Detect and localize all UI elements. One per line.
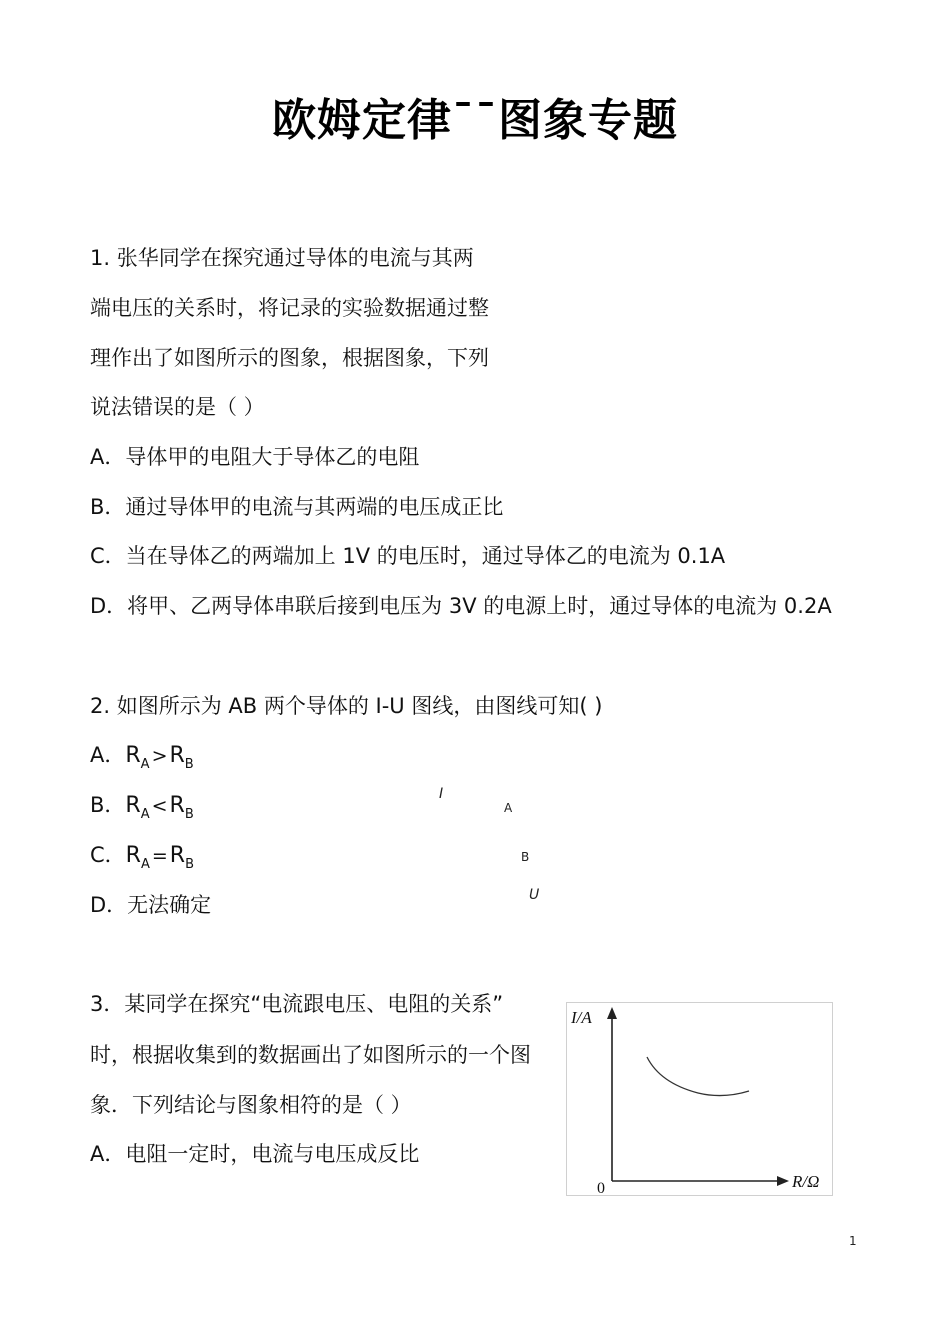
r-symbol: R — [169, 793, 185, 818]
origin-label: 0 — [597, 1180, 605, 1195]
y-axis-label: I/A — [571, 1008, 592, 1027]
q2-option-b-expression — [125, 793, 194, 822]
page-title: 欧姆定律¯¯图象专题 — [272, 95, 678, 146]
q2-option-b-label: B． — [90, 793, 126, 817]
r-symbol: R — [125, 843, 141, 868]
subscript: A — [140, 857, 150, 872]
r-symbol: R — [125, 743, 141, 768]
comparison-operator: < — [151, 795, 168, 817]
q3-figure — [566, 1002, 833, 1196]
y-axis-arrow-icon — [607, 1007, 617, 1019]
subscript: B — [185, 857, 195, 872]
page-number: 1 — [849, 1234, 857, 1248]
q1-option-d: D．将甲、乙两导体串联后接到电压为 3V 的电源上时，通过导体的电流为 0.2A — [90, 594, 832, 618]
q2-figure-b-label: B — [521, 850, 530, 864]
q3-option-a: A．电阻一定时，电流与电压成反比 — [90, 1142, 420, 1166]
q2-option-a-label: A． — [90, 743, 126, 767]
q1-stem-line-3: 理作出了如图所示的图象，根据图象，下列 — [90, 346, 489, 370]
subscript: A — [140, 807, 150, 822]
q2-option-a — [90, 741, 194, 779]
q1-stem-line-4: 说法错误的是（ ） — [90, 395, 265, 419]
inverse-curve — [647, 1057, 749, 1096]
q2-option-d: D．无法确定 — [90, 893, 212, 917]
q3-stem-line-3: 象．下列结论与图象相符的是（ ） — [90, 1093, 412, 1117]
q1-stem-line-1: 1. 张华同学在探究通过导体的电流与其两 — [90, 246, 474, 270]
q1-option-c: C．当在导体乙的两端加上 1V 的电压时，通过导体乙的电流为 0.1A — [90, 544, 726, 568]
r-symbol: R — [169, 843, 186, 868]
q2-figure-i-label: I — [439, 786, 444, 802]
comparison-operator: > — [151, 745, 168, 767]
q2-figure-u-label: U — [529, 887, 540, 903]
q2-stem: 2. 如图所示为 AB 两个导体的 I-U 图线，由图线可知( ) — [90, 694, 603, 718]
q2-option-b — [90, 791, 194, 829]
q3-stem-line-1: 3．某同学在探究“电流跟电压、电阻的关系” — [90, 992, 504, 1016]
x-axis-arrow-icon — [777, 1176, 789, 1186]
q1-option-b: B．通过导体甲的电流与其两端的电压成正比 — [90, 495, 504, 519]
q2-option-c-expression — [125, 843, 195, 872]
subscript: A — [140, 757, 150, 772]
q3-figure-svg — [567, 1003, 832, 1195]
subscript: B — [184, 807, 194, 822]
q1-option-a: A．导体甲的电阻大于导体乙的电阻 — [90, 445, 420, 469]
q2-figure-a-label: A — [504, 801, 513, 815]
q2-option-c — [90, 841, 194, 879]
comparison-operator: = — [151, 845, 168, 867]
r-symbol: R — [169, 743, 185, 768]
x-axis-label: R/Ω — [792, 1172, 820, 1191]
q3-stem-line-2: 时，根据收集到的数据画出了如图所示的一个图 — [90, 1043, 531, 1067]
q2-option-a-expression — [125, 743, 194, 772]
q2-option-c-label: C． — [90, 843, 126, 867]
r-symbol: R — [125, 793, 141, 818]
subscript: B — [184, 757, 194, 772]
q1-stem-line-2: 端电压的关系时，将记录的实验数据通过整 — [90, 296, 489, 320]
